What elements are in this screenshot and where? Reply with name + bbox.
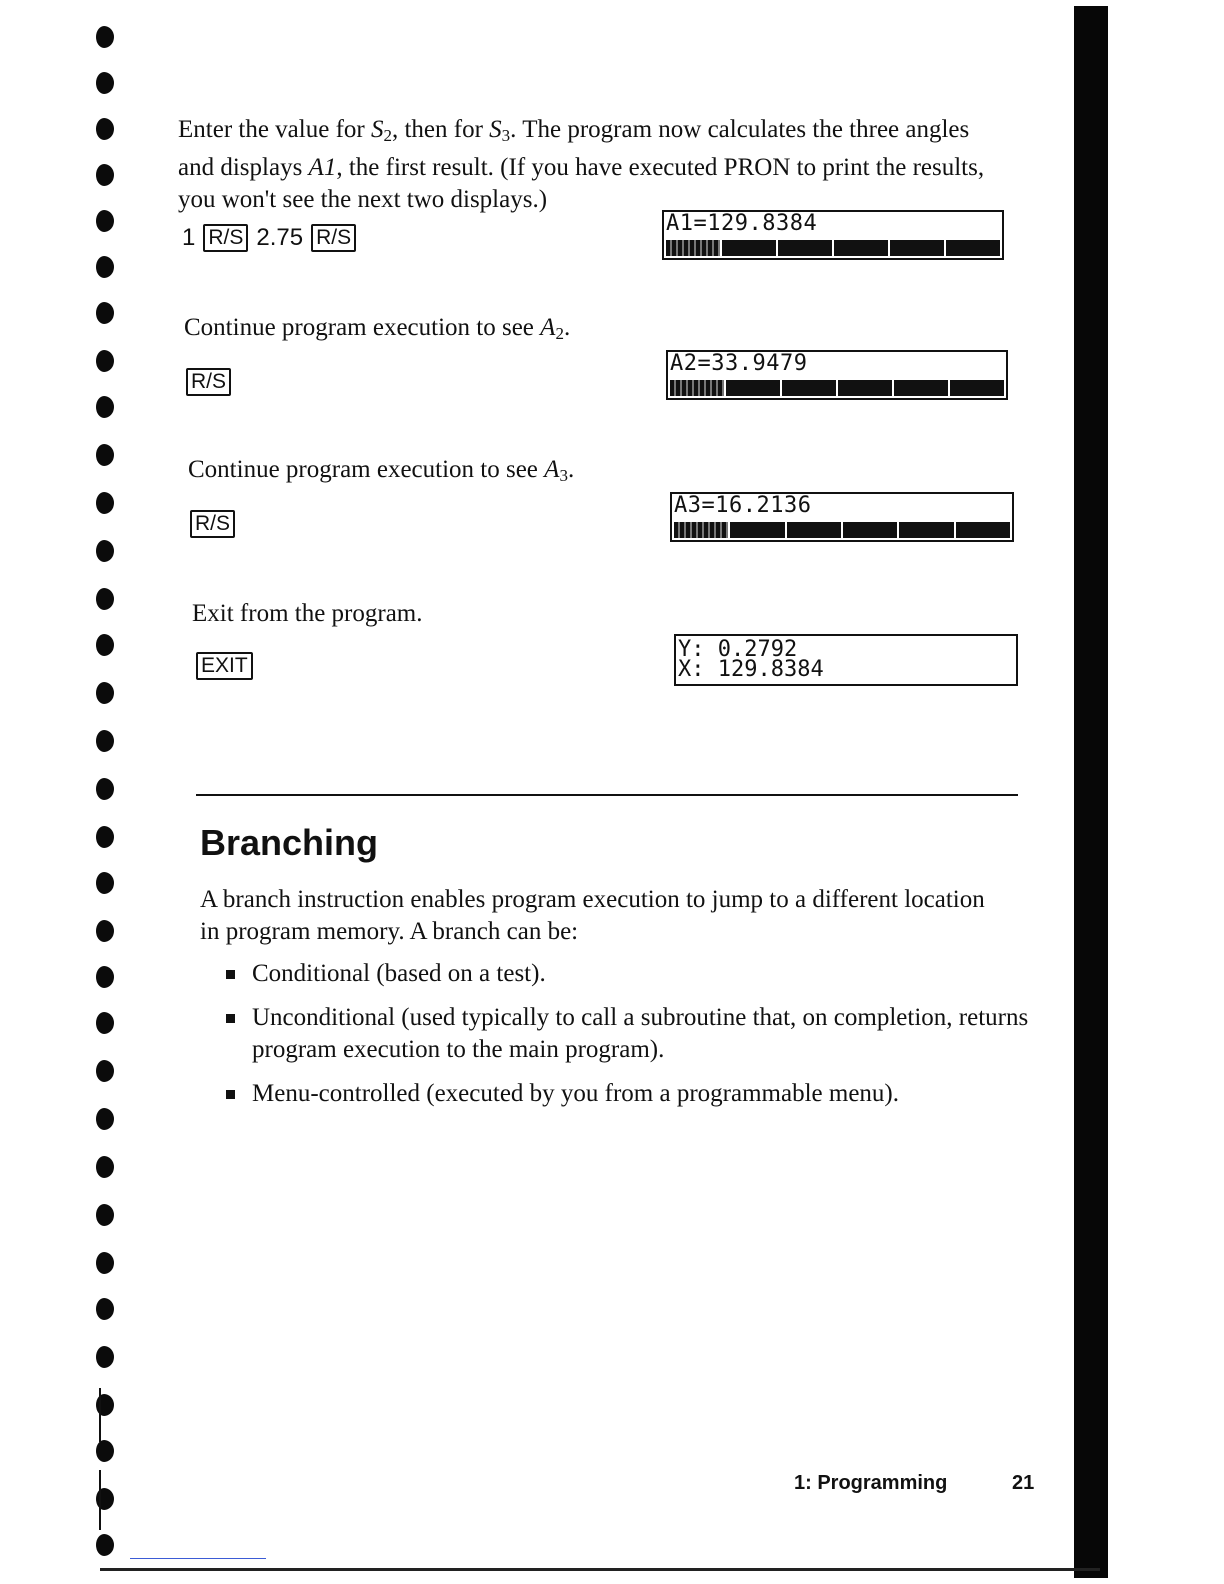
- binding-hole: [96, 164, 114, 186]
- binding-hole: [96, 1440, 114, 1462]
- chapter-footer: 1: Programming: [794, 1472, 948, 1494]
- page-bottom-edge: [100, 1568, 1100, 1571]
- run-stop-key: R/S: [190, 510, 235, 538]
- binding-hole: [96, 826, 114, 848]
- keystroke-sequence: [196, 652, 253, 680]
- keystroke-sequence: [186, 368, 231, 396]
- exit-key: EXIT: [196, 652, 253, 680]
- display-line: A1=129.8384: [666, 211, 818, 236]
- binding-hole: [96, 1204, 114, 1226]
- subscript: 2: [555, 324, 564, 343]
- binding-hole: [96, 1108, 114, 1130]
- punctuation: .: [563, 314, 571, 341]
- subscript: 3: [559, 466, 568, 485]
- binding-hole: [96, 634, 114, 656]
- run-stop-key: R/S: [311, 224, 356, 252]
- instruction-text: [188, 454, 574, 492]
- display-y-register: Y: 0.2792: [678, 637, 798, 662]
- variable: S: [370, 116, 384, 143]
- intro-paragraph: [178, 114, 1008, 216]
- binding-hole: [96, 730, 114, 752]
- calculator-display: [662, 210, 1004, 260]
- subscript: 3: [501, 126, 511, 145]
- binding-hole: [96, 350, 114, 372]
- binding-hole: [96, 118, 114, 140]
- list-item: Menu-controlled (executed by you from a programmable menu).: [222, 1078, 1042, 1110]
- instruction-label: Continue program execution to see: [188, 456, 545, 483]
- page-number: 21: [1012, 1472, 1035, 1494]
- calculator-display: [674, 634, 1018, 686]
- calculator-display: [670, 492, 1014, 542]
- binding-hole: [96, 72, 114, 94]
- binding-hole: [96, 1060, 114, 1082]
- binding-hole: [96, 302, 114, 324]
- instruction-text: Exit from the program.: [192, 600, 423, 627]
- binding-hole: [96, 26, 114, 48]
- binding-hole: [96, 540, 114, 562]
- page-bottom-mark: [130, 1558, 266, 1559]
- display-menu-row: [670, 380, 1004, 396]
- section-divider: [196, 794, 1018, 796]
- run-stop-key: R/S: [186, 368, 231, 396]
- section-intro: A branch instruction enables program execution to jump to a different location in program memory. A branch can be:: [200, 886, 985, 945]
- binding-hole: [96, 778, 114, 800]
- punctuation: .: [567, 456, 575, 483]
- binding-hole: [96, 920, 114, 942]
- binding-hole: [96, 1252, 114, 1274]
- display-menu-row: [674, 522, 1010, 538]
- binding-hole: [96, 444, 114, 466]
- section-heading: Branching: [200, 822, 379, 863]
- binding-hole: [96, 682, 114, 704]
- binding-hole: [96, 396, 114, 418]
- page-edge-shadow: [1074, 6, 1108, 1578]
- list-item: Unconditional (used typically to call a subroutine that, on completion, returns program execution to the main program).: [222, 1002, 1042, 1066]
- variable: A1: [308, 154, 337, 181]
- display-menu-row: [666, 240, 1000, 256]
- branch-type-list: [222, 958, 1042, 1122]
- binding-hole: [96, 256, 114, 278]
- calculator-display: [666, 350, 1008, 400]
- keystroke-sequence: [182, 224, 356, 252]
- binding-hole: [96, 492, 114, 514]
- intro-text: , the first result. (If you have executed PRON to print the results, you won't see the next two displays.): [178, 154, 985, 213]
- binding-hole: [96, 1534, 114, 1556]
- binding-hole: [96, 588, 114, 610]
- binding-hole: [96, 1012, 114, 1034]
- variable: A: [544, 456, 560, 483]
- subscript: 2: [383, 126, 392, 145]
- run-stop-key: R/S: [203, 224, 248, 252]
- page-edge-tick: [99, 1388, 101, 1442]
- intro-text: . The program now calculates the three angles and displays: [178, 116, 970, 181]
- display-line: A3=16.2136: [674, 493, 812, 518]
- keystroke-number: 2.75: [256, 224, 304, 251]
- variable: S: [489, 116, 502, 143]
- binding-hole: [96, 1298, 114, 1320]
- intro-text: , then for: [391, 116, 490, 143]
- binding-hole: [96, 210, 114, 232]
- variable: A: [540, 314, 556, 341]
- instruction-label: Continue program execution to see: [184, 314, 541, 341]
- instruction-text: [184, 312, 570, 350]
- binding-hole: [96, 1346, 114, 1368]
- list-item: Conditional (based on a test).: [222, 958, 1042, 990]
- binding-hole: [96, 872, 114, 894]
- display-x-register: X: 129.8384: [678, 657, 824, 682]
- binding-hole: [96, 1156, 114, 1178]
- binding-hole: [96, 966, 114, 988]
- page-edge-tick: [99, 1470, 101, 1530]
- display-line: A2=33.9479: [670, 351, 808, 376]
- keystroke-number: 1: [182, 224, 196, 251]
- intro-text: Enter the value for: [178, 116, 371, 143]
- keystroke-sequence: [190, 510, 235, 538]
